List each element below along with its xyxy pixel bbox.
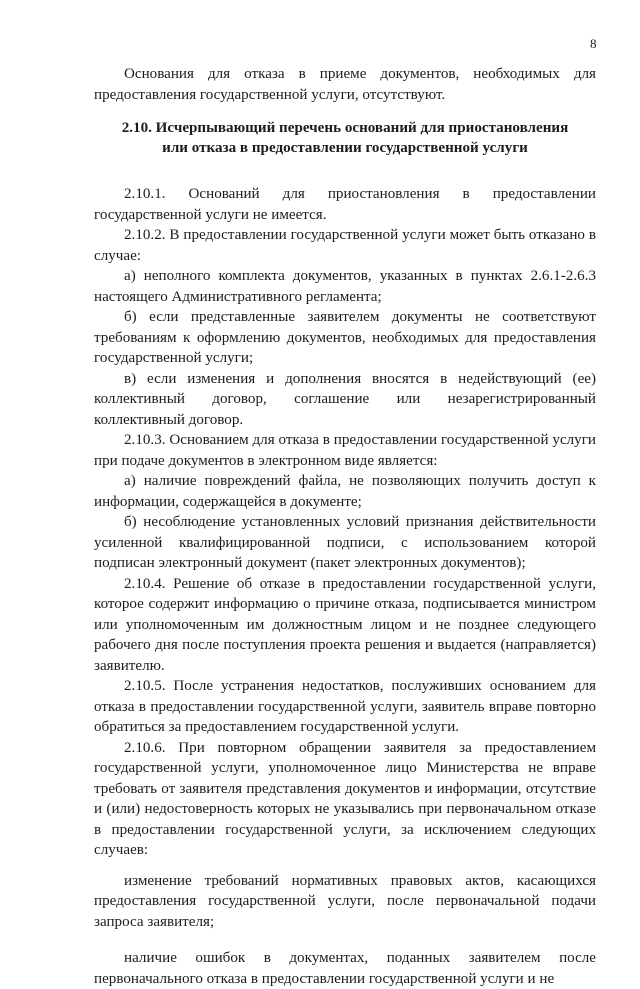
paragraph-2-10-1: 2.10.1. Оснований для приостановления в предоставлении государственной услуги не имеется. — [94, 186, 596, 223]
section-heading-line-1: 2.10. Исчерпывающий перечень оснований для приостановления — [121, 120, 569, 136]
paragraph-2-10-4: 2.10.4. Решение об отказе в предоставлении государственной услуги, которое содержит информацию о причине отказа, подписывается министром или уполномоченным им должностным лицом и не позднее следующего рабочего дня после поступления проекта решения и выдается (направляется) заявителю. — [94, 575, 596, 674]
list-item: изменение требований нормативных правовых актов, касающихся предоставления государственной услуги, после первоначальной подачи запроса заявителя; — [94, 872, 596, 930]
section-heading-line-2: или отказа в предоставлении государственной услуги — [162, 139, 528, 156]
intro-paragraph: Основания для отказа в приеме документов, необходимых для предоставления государственной услуги, отсутствуют. — [94, 66, 596, 103]
paragraph-2-10-2-v: в) если изменения и дополнения вносятся в недействующий (ее) коллективный договор, соглашение или незарегистрированный коллективный договор. — [94, 370, 596, 428]
paragraph-2-10-2: 2.10.2. В предоставлении государственной услуги может быть отказано в случае: — [94, 227, 596, 264]
paragraph-2-10-5: 2.10.5. После устранения недостатков, послуживших основанием для отказа в предоставлении государственной услуги, заявитель вправе повторно обратиться за предоставлением государственной услуги. — [94, 678, 596, 735]
paragraph-2-10-2-a: а) неполного комплекта документов, указанных в пунктах 2.6.1-2.6.3 настоящего Административного регламента; — [94, 268, 596, 305]
document-body — [94, 64, 596, 989]
page-number: 8 — [590, 36, 597, 51]
paragraph-2-10-6: 2.10.6. При повторном обращении заявителя за предоставлением государственной услуги, уполномоченное лицо Министерства не вправе требовать от заявителя представления документов и информации, отсутствие и (или) недостоверность которых не указывались при первоначальном отказе в предоставлении государственной услуги, за исключением следующих случаев: — [94, 739, 596, 858]
section-heading — [94, 119, 596, 158]
paragraph-2-10-3-b: б) несоблюдение установленных условий признания действительности усиленной квалифицированной подписи, с использованием которой подписан электронный документ (пакет электронных документов); — [94, 514, 596, 571]
paragraph-2-10-3-a: а) наличие повреждений файла, не позволяющих получить доступ к информации, содержащейся в документе; — [94, 473, 596, 510]
paragraph-2-10-2-b: б) если представленные заявителем документы не соответствуют требованиям к оформлению документов, необходимых для предоставления государственной услуги; — [94, 309, 596, 366]
paragraph-2-10-3: 2.10.3. Основанием для отказа в предоставлении государственной услуги при подаче документов в электронном виде является: — [94, 432, 596, 469]
list-item: наличие ошибок в документах, поданных заявителем после первоначального отказа в предоставлении государственной услуги и не — [94, 950, 596, 987]
